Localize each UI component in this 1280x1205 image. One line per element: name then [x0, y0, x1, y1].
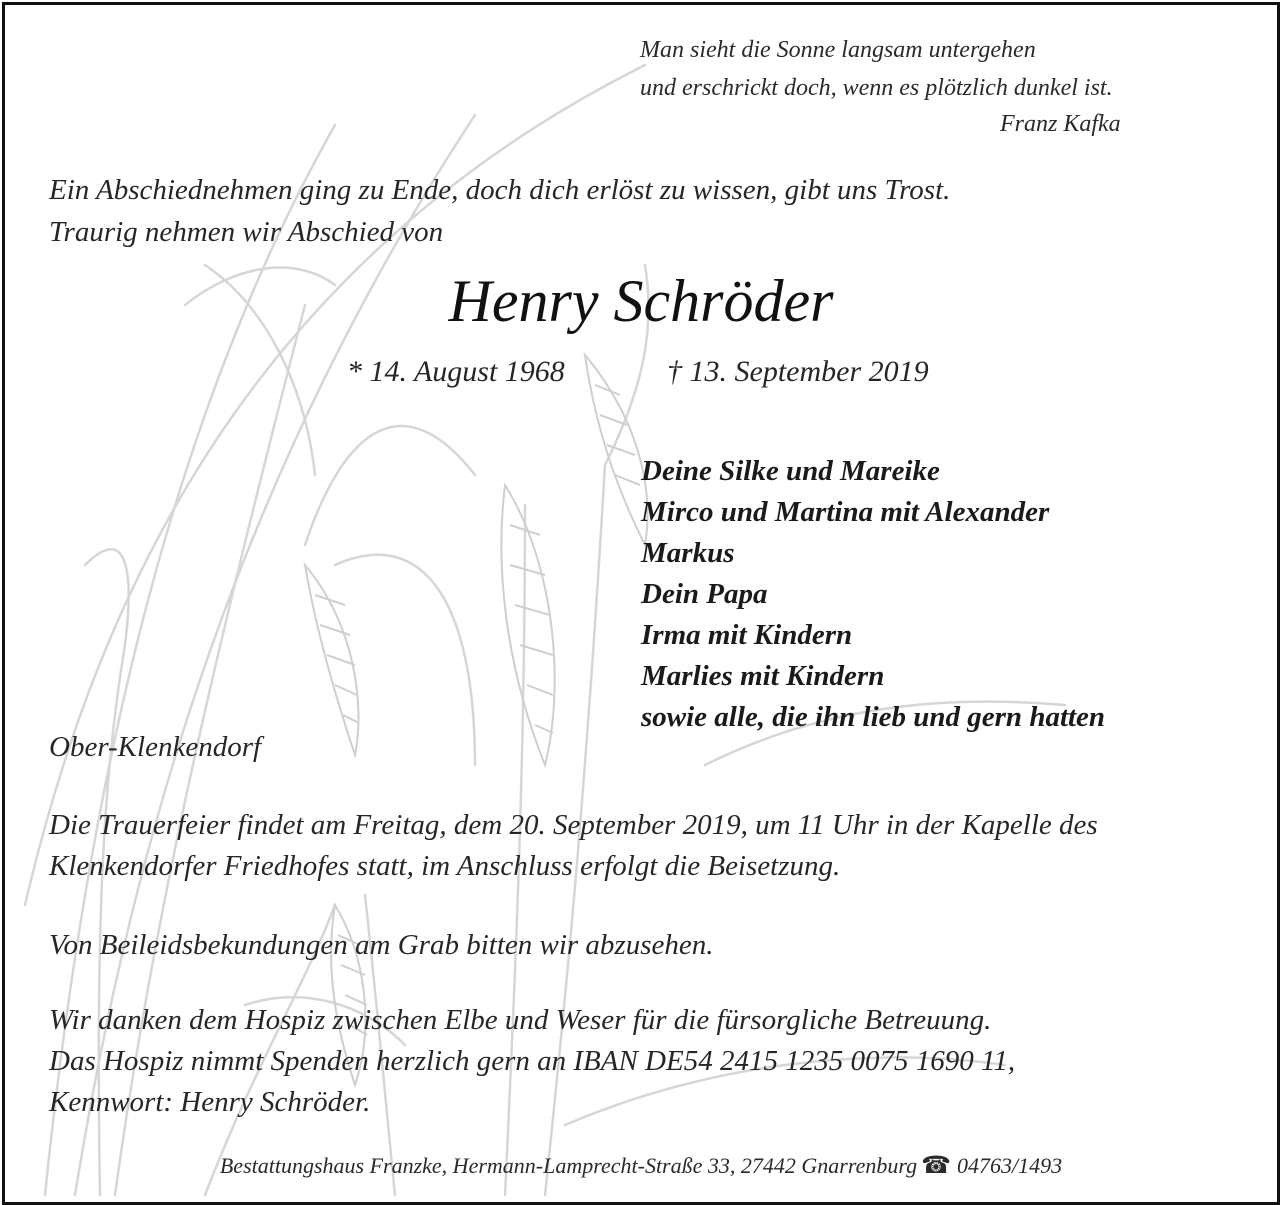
- family-line-2: Mirco und Martina mit Alexander: [641, 496, 1050, 528]
- family-line-3: Markus: [641, 537, 735, 569]
- thanks-line-3: Kennwort: Henry Schröder.: [49, 1086, 371, 1118]
- family-line-5: Irma mit Kindern: [641, 619, 853, 651]
- condolence-note: Von Beileidsbekundungen am Grab bitten wir abzusehen.: [49, 929, 714, 961]
- thanks-line-1: Wir danken dem Hospiz zwischen Elbe und Weser für die fürsorgliche Betreuung.: [49, 1004, 992, 1036]
- place-name: Ober-Klenkendorf: [49, 731, 262, 763]
- intro-line-2: Traurig nehmen wir Abschied von: [49, 216, 444, 248]
- funeral-home-footer: [5, 1151, 1277, 1180]
- obituary-notice: [2, 2, 1280, 1205]
- family-line-6: Marlies mit Kindern: [641, 660, 885, 692]
- quote-author: Franz Kafka: [1000, 111, 1121, 137]
- family-line-1: Deine Silke und Mareike: [641, 455, 940, 487]
- funeral-home-phone: 04763/1493: [957, 1153, 1063, 1178]
- ceremony-line-2: Klenkendorfer Friedhofes statt, im Anschluss erfolgt die Beisetzung.: [49, 850, 841, 882]
- funeral-home-address: Bestattungshaus Franzke, Hermann-Lamprecht-Straße 33, 27442 Gnarrenburg: [219, 1153, 918, 1178]
- family-line-4: Dein Papa: [641, 578, 768, 610]
- quote-line-2: und erschrickt doch, wenn es plötzlich dunkel ist.: [640, 75, 1113, 101]
- family-line-7: sowie alle, die ihn lieb und gern hatten: [641, 701, 1106, 733]
- deceased-name: Henry Schröder: [448, 268, 834, 334]
- birth-date: * 14. August 1968: [347, 355, 565, 388]
- thanks-line-2: Das Hospiz nimmt Spenden herzlich gern an IBAN DE54 2415 1235 0075 1690 11,: [49, 1045, 1016, 1077]
- death-date: † 13. September 2019: [667, 355, 929, 388]
- telephone-icon: ☎: [921, 1153, 951, 1179]
- ceremony-line-1: Die Trauerfeier findet am Freitag, dem 20. September 2019, um 11 Uhr in der Kapelle des: [49, 809, 1098, 841]
- intro-line-1: Ein Abschiednehmen ging zu Ende, doch dich erlöst zu wissen, gibt uns Trost.: [49, 174, 951, 206]
- quote-line-1: Man sieht die Sonne langsam untergehen: [640, 37, 1036, 63]
